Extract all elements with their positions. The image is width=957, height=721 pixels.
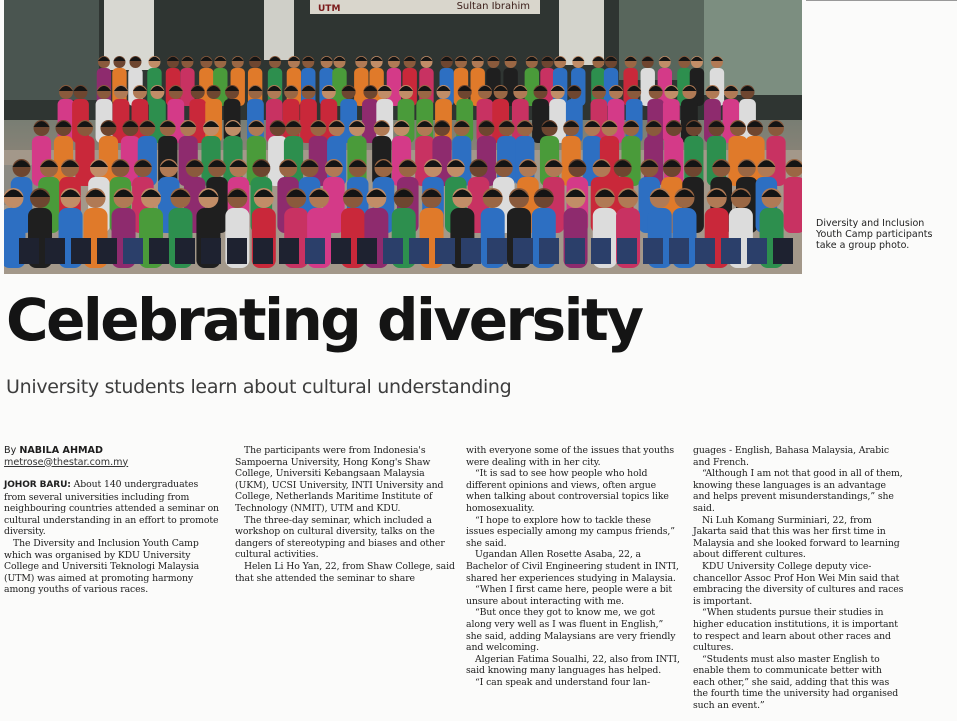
paragraph [4, 479, 222, 538]
participant-legs [123, 238, 143, 264]
participant-legs [513, 238, 533, 264]
pillar [559, 0, 604, 65]
participant-legs [253, 238, 273, 264]
building-sign [310, 0, 540, 14]
participant-legs [487, 238, 507, 264]
pillar [104, 0, 154, 70]
headline: Celebrating diversity [6, 286, 642, 354]
participant-legs [201, 238, 221, 264]
group-photo [4, 0, 802, 274]
subheadline: University students learn about cultural understanding [6, 376, 512, 398]
building-logo: UTM [318, 4, 341, 14]
participant-legs [45, 238, 65, 264]
participant-legs [357, 238, 377, 264]
participant-legs [435, 238, 455, 264]
article-column-4 [693, 445, 905, 712]
participant-legs [643, 238, 663, 264]
participant-legs [773, 238, 793, 264]
paragraph: KDU University College deputy vice-chancellor Assoc Prof Hon Wei Min said that embracing the diversity of cultures and races is important. [693, 560, 904, 607]
paragraph: “I hope to explore how to tackle these issues especially among my campus friends,” she said. [466, 514, 675, 549]
participant-legs [591, 238, 611, 264]
article-column-1 [4, 479, 222, 596]
participant-legs [331, 238, 351, 264]
participant-legs [71, 238, 91, 264]
paragraph: with everyone some of the issues that youths were dealing with in her city. [466, 445, 675, 468]
participant-hair [768, 121, 784, 127]
glass-facade-left [4, 0, 99, 100]
byline [4, 445, 229, 468]
paragraph: Ugandan Allen Rosette Asaba, 22, a Bachelor of Civil Engineering student in INTI, shared her experiences studying in Malaysia. [466, 549, 679, 584]
participant-legs [721, 238, 741, 264]
paragraph: “Although I am not that good in all of them, knowing these languages is an advantage and helps prevent misunderstandings,” she said. [693, 468, 903, 514]
paragraph-text: About 140 undergraduates from several universities including from neighbouring countries attended a seminar on cultural understanding in an effort to promote diversity. [4, 479, 219, 538]
building-sign-text: Sultan Ibrahim [456, 1, 530, 12]
paragraph: “When I first came here, people were a bit unsure about interacting with me. [466, 584, 673, 607]
participant-legs [279, 238, 299, 264]
paragraph: The Diversity and Inclusion Youth Camp which was organised by KDU University College and Universiti Teknologi Malaysia (UTM) was aimed at promoting harmony among youths of various races. [4, 537, 200, 596]
participant-legs [227, 238, 247, 264]
paragraph: “It is sad to see how people who hold different opinions and views, often argue when talking about controversial topics like homosexuality. [466, 468, 669, 514]
paragraph: Algerian Fatima Soualhi, 22, also from INTI, said knowing many languages has helped. [466, 653, 680, 677]
participant-legs [461, 238, 481, 264]
paragraph: guages - English, Bahasa Malaysia, Arabic and French. [693, 445, 890, 468]
participant-legs [669, 238, 689, 264]
paragraph: “I can speak and understand four lan- [475, 676, 651, 688]
byline-label: By [4, 445, 17, 456]
article-column-2 [235, 445, 455, 584]
participant-legs [175, 238, 195, 264]
paragraph: The three-day seminar, which included a workshop on cultural diversity, talks on the dangers of stereotyping and biases and other cultural activities. [235, 514, 445, 561]
author-name: NABILA AHMAD [19, 445, 103, 456]
article-column-3 [466, 445, 680, 688]
participant-legs [383, 238, 403, 264]
participant-hair [34, 121, 50, 127]
paragraph: “But once they got to know me, we got along very well as I was fluent in English,” she said, adding Malaysians are very friendly and welcoming. [466, 607, 676, 654]
photo-caption: Diversity and Inclusion Youth Camp participants take a group photo. [816, 218, 933, 251]
paragraph: The participants were from Indonesia's Sampoerna University, Hong Kong's Shaw College, Universiti Kebangsaan Malaysia (UKM), UCSI University, INTI University and College, Netherlands Maritime Institute of Technology (NMIT), UTM and KDU. [235, 445, 444, 514]
participant-legs [409, 238, 429, 264]
participant-legs [97, 238, 117, 264]
participant-legs [747, 238, 767, 264]
participant-legs [565, 238, 585, 264]
paragraph: Helen Li Ho Yan, 22, from Shaw College, said that she attended the seminar to share [235, 560, 455, 584]
dateline: JOHOR BARU: [4, 480, 71, 490]
paragraph: “When students pursue their studies in higher education institutions, it is important to respect and learn about other races and cultures. [693, 607, 898, 654]
pillar [264, 0, 294, 60]
participant-legs [617, 238, 637, 264]
participant-legs [149, 238, 169, 264]
paragraph: “Students must also master English to enable them to communicate better with each other,” she said, adding that this was the fourth time the university had organised such an event.” [693, 653, 899, 712]
photo-illustration [4, 0, 802, 274]
author-email-link[interactable]: metrose@thestar.com.my [4, 456, 129, 468]
participant-legs [539, 238, 559, 264]
participant-legs [19, 238, 39, 264]
participant-legs [695, 238, 715, 264]
top-rule [806, 0, 957, 1]
paragraph: Ni Luh Komang Surminiari, 22, from Jakarta said that this was her first time in Malaysia and she looked forward to learning about different cultures. [693, 514, 900, 561]
participant-body [784, 177, 802, 233]
participant-legs [305, 238, 325, 264]
